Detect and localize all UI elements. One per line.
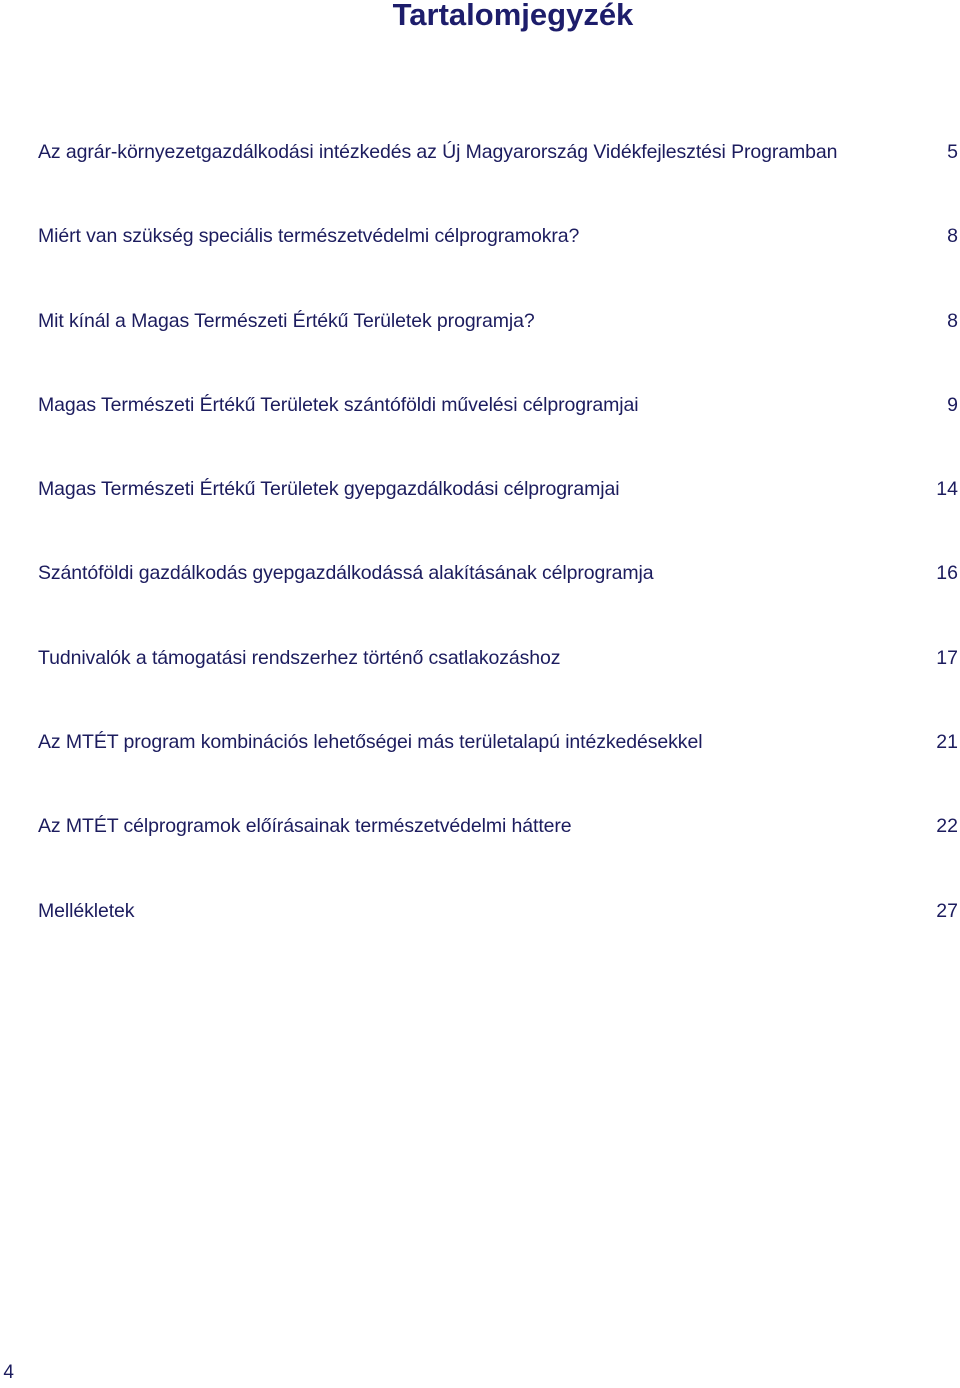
- toc-entry-title: Magas Természeti Értékű Területek szántóföldi művelési célprogramjai: [38, 393, 639, 416]
- toc-entry-title: Miért van szükség speciális természetvédelmi célprogramokra?: [38, 225, 580, 248]
- toc-entry[interactable]: [38, 810, 958, 894]
- toc-entry-page: 9: [947, 393, 958, 416]
- toc-entry-page: 8: [947, 309, 958, 332]
- toc-entry-title: Mit kínál a Magas Természeti Értékű Területek programja?: [38, 309, 535, 332]
- toc-entry[interactable]: [38, 389, 958, 473]
- toc-entry[interactable]: [38, 220, 958, 304]
- toc-entry-page: 16: [936, 562, 958, 585]
- toc-entry-page: 22: [936, 815, 958, 838]
- toc-entry[interactable]: [38, 136, 958, 220]
- toc-entry[interactable]: [38, 726, 958, 810]
- toc-entry[interactable]: [38, 473, 958, 557]
- toc-entry[interactable]: [38, 895, 958, 979]
- toc-entry[interactable]: [38, 557, 958, 641]
- toc-entry-title: Mellékletek: [38, 899, 135, 922]
- toc-entry-title: Az agrár-környezetgazdálkodási intézkedés az Új Magyarország Vidékfejlesztési Programban: [38, 141, 838, 163]
- toc-entry-page: 17: [936, 646, 958, 669]
- toc-entry-page: 14: [936, 478, 958, 501]
- toc-entry-page: 21: [936, 731, 958, 754]
- toc-entry-title: Az MTÉT célprogramok előírásainak természetvédelmi háttere: [38, 815, 572, 838]
- toc-entry-page: 27: [936, 899, 958, 922]
- table-of-contents: [38, 136, 958, 979]
- toc-entry[interactable]: [38, 642, 958, 726]
- page-number: 4: [3, 1362, 14, 1383]
- toc-entry-title: Tudnivalók a támogatási rendszerhez történő csatlakozáshoz: [38, 646, 561, 669]
- toc-entry-title: Az MTÉT program kombinációs lehetőségei más területalapú intézkedésekkel: [38, 731, 703, 754]
- toc-entry-title: Magas Természeti Értékű Területek gyepgazdálkodási célprogramjai: [38, 478, 620, 501]
- toc-entry-page: 5: [947, 141, 958, 163]
- toc-entry[interactable]: [38, 305, 958, 389]
- page-title: Tartalomjegyzék: [392, 0, 634, 32]
- toc-entry-page: 8: [947, 225, 958, 248]
- toc-entry-title: Szántóföldi gazdálkodás gyepgazdálkodássá alakításának célprogramja: [38, 562, 654, 585]
